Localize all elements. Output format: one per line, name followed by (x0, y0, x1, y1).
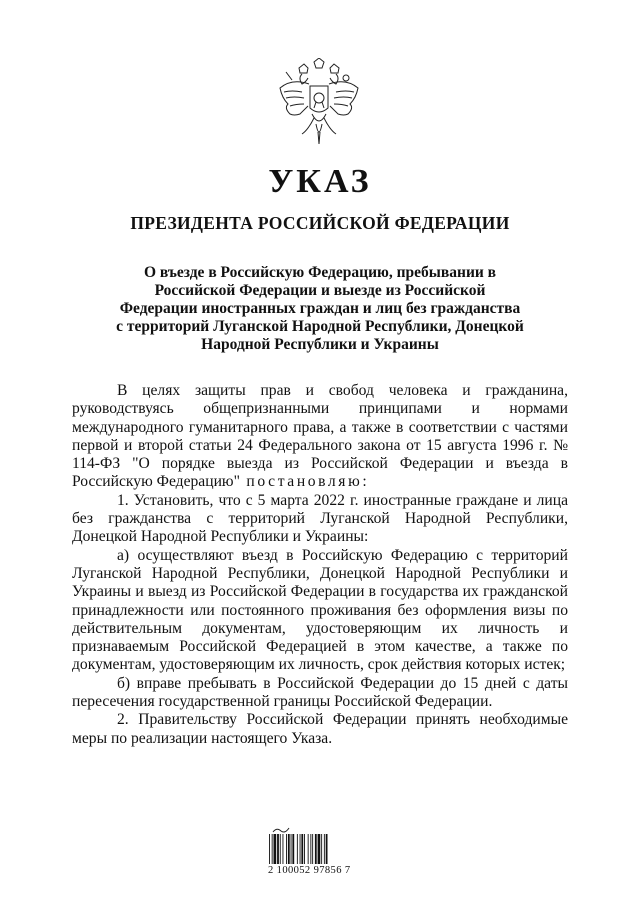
heading-line: О въезде в Российскую Федерацию, пребывании в (143, 264, 497, 281)
barcode-icon (268, 834, 368, 864)
barcode-bar (324, 834, 325, 864)
paragraph: 2. Правительству Российской Федерации принять необходимые меры по реализации настоящего Указа. (72, 711, 568, 747)
barcode-bar (291, 834, 292, 864)
coat-of-arms-emblem (274, 58, 364, 150)
heading-line: Федерации иностранных граждан и лиц без гражданства (119, 300, 521, 317)
barcode-bar (297, 834, 298, 864)
barcode-bar (300, 834, 301, 864)
barcode-bar (301, 834, 303, 864)
barcode-bar (280, 834, 281, 864)
barcode-bar (292, 834, 294, 864)
paragraph: 1. Установить, что с 5 марта 2022 г. иностранные граждане и лица без гражданства с территорий Луганской Народной Республики, Донецкой Народной Республики и Украины: (72, 491, 568, 546)
barcode-bar (304, 834, 305, 864)
barcode-bar (310, 834, 311, 864)
barcode-bar (277, 834, 279, 864)
barcode-number: 2 100052 97856 7 (268, 865, 351, 876)
decree-body (72, 382, 568, 748)
decree-heading (100, 264, 540, 354)
decree-title: УКАЗ (268, 163, 372, 200)
barcode-bar (326, 834, 328, 864)
barcode-bar (315, 834, 317, 864)
barcode-bar (308, 834, 309, 864)
barcode-bar (321, 834, 322, 864)
barcode-bar (274, 834, 277, 864)
paragraph: а) осуществляют въезд в Российскую Федерацию с территорий Луганской Народной Республики, Донецкой Народной Республики и Украины и выезд из Российской Федерации в государства их гражданской принадлежности или постоянного проживания без оформления визы по действительным документам, удостоверяющим их личность и признаваемым Российской Федерацией в этом качестве, а также по документам, удостоверяющим их личность, срок действия которых истек; (72, 546, 568, 674)
barcode-bar (272, 834, 273, 864)
decree-subtitle: ПРЕЗИДЕНТА РОССИЙСКОЙ ФЕДЕРАЦИИ (130, 213, 510, 233)
preamble-text: В целях защиты прав и свобод человека и гражданина, руководствуясь общепризнанными принципами и нормами международного гуманитарного права, а также в соответствии с частями первой и второй статьи 24 Федерального закона от 15 августа 1996 г. № 114-ФЗ "О порядке выезда из Российской Федерации и въезда в Российскую Федерацию" (72, 382, 568, 491)
preamble-spaced-text: постановляю: (239, 473, 370, 491)
barcode-bar (283, 834, 284, 864)
barcode-bar (286, 834, 287, 864)
barcode-bar (288, 834, 290, 864)
heading-line: с территорий Луганской Народной Республики, Донецкой (116, 318, 524, 335)
paragraph: б) вправе пребывать в Российской Федерации до 15 дней с даты пересечения государственной границы Российской Федерации. (72, 674, 568, 711)
barcode-mark-icon (272, 826, 290, 834)
heading-line: Народной Республики и Украины (201, 336, 439, 353)
barcode-bar (312, 834, 313, 864)
barcode-bar (318, 834, 321, 864)
heading-line: Российской Федерации и выезде из Российской (154, 282, 486, 299)
preamble-paragraph (72, 382, 568, 492)
barcode-bar (269, 834, 270, 864)
